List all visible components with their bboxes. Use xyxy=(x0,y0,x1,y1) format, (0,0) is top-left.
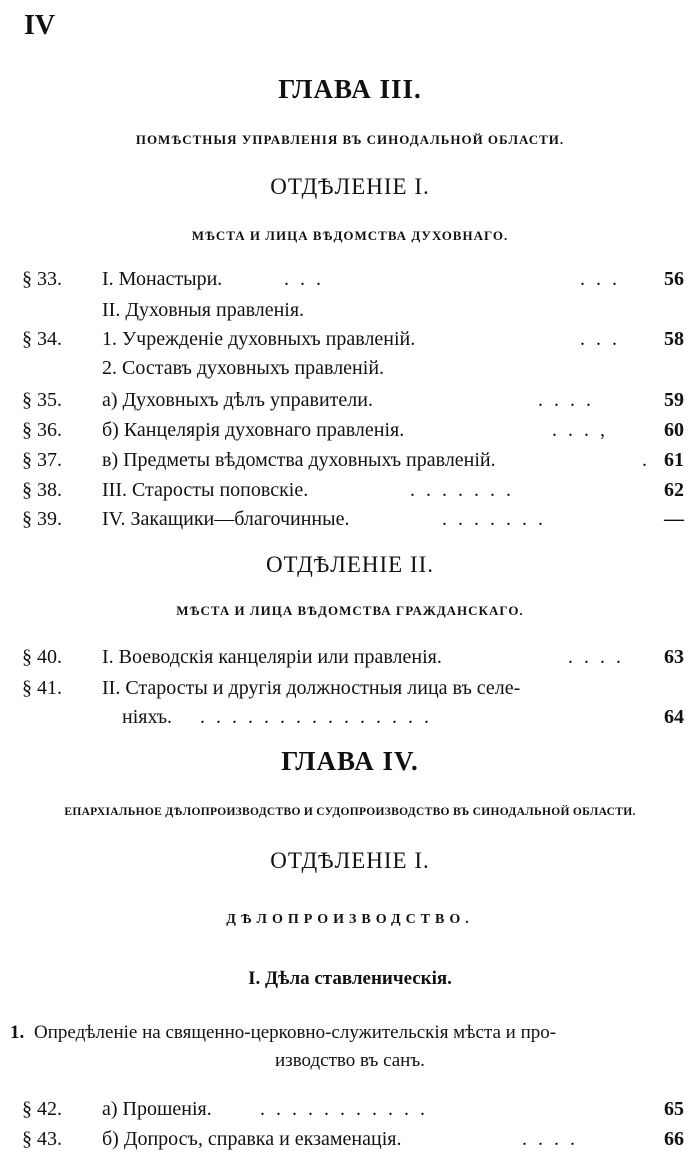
toc-dots: . . . . . . . . . . . . . . . xyxy=(200,706,432,728)
toc-page: 62 xyxy=(664,479,684,501)
toc-dots: . . . . . . . xyxy=(410,479,514,501)
chapter4-title: ГЛАВА IV. xyxy=(281,746,419,776)
toc-text: а) Духовныхъ дѣлъ управители. xyxy=(102,389,373,411)
toc-page: 66 xyxy=(664,1128,684,1150)
toc-entry-33 xyxy=(22,268,684,296)
chapter3-section2-subtitle: МѢСТА И ЛИЦА ВѢДОМСТВА ГРАЖДАНСКАГО. xyxy=(176,603,524,618)
chapter3-section2-title: ОТДѢЛЕНІЕ II. xyxy=(265,552,435,577)
page-number: IV xyxy=(24,10,56,41)
toc-text: IV. Закащики—благочинные. xyxy=(102,508,350,530)
toc-dots: . . . . xyxy=(568,646,624,668)
toc-text: II. Старосты и другія должностныя лица въ селе- xyxy=(102,677,521,699)
chapter4-section1-subtitle: ДѢЛОПРОИЗВОДСТВО. xyxy=(226,912,474,927)
toc-entry-43 xyxy=(22,1128,684,1156)
toc-page: — xyxy=(664,508,684,530)
item-number: 1. xyxy=(10,1022,25,1043)
toc-text: б) Канцелярія духовнаго правленія. xyxy=(102,419,405,441)
toc-entry-33-ii xyxy=(22,299,684,327)
toc-text: а) Прошенія. xyxy=(102,1098,212,1120)
toc-entry-34-2 xyxy=(22,357,684,385)
toc-entry-35 xyxy=(22,389,684,417)
toc-page: 58 xyxy=(664,328,684,350)
toc-dots: . . . . . . . . . . . xyxy=(260,1098,428,1120)
toc-text: б) Допросъ, справка и екзаменація. xyxy=(102,1128,402,1150)
toc-text: II. Духовныя правленія. xyxy=(102,299,305,321)
toc-text: I. Воеводскія канцеляріи или правленія. xyxy=(102,646,442,668)
chapter3-title: ГЛАВА III. xyxy=(278,74,422,104)
toc-text: I. Монастыри. xyxy=(102,268,223,290)
toc-entry-39 xyxy=(22,508,684,536)
chapter3-section1-subtitle: МѢСТА И ЛИЦА ВѢДОМСТВА ДУХОВНАГО. xyxy=(191,228,509,243)
toc-dots: . . . . . . . xyxy=(442,508,546,530)
toc-dots: . . . xyxy=(580,328,620,350)
toc-text: 2. Составъ духовныхъ правленій. xyxy=(102,357,385,379)
toc-paragraph: § 41. xyxy=(22,677,62,699)
toc-text: ніяхъ. xyxy=(122,706,173,728)
toc-page: 63 xyxy=(664,646,684,668)
toc-page: 65 xyxy=(664,1098,684,1120)
toc-entry-41-cont xyxy=(22,706,684,734)
item-title-line2: изводство въ санъ. xyxy=(275,1050,425,1071)
toc-paragraph: § 34. xyxy=(22,328,62,350)
toc-dots: . . . xyxy=(284,268,324,290)
toc-entry-36 xyxy=(22,419,684,447)
toc-entry-41 xyxy=(22,677,684,705)
toc-paragraph: § 33. xyxy=(22,268,62,290)
toc-text: в) Предметы вѣдомства духовныхъ правленій. xyxy=(102,449,496,471)
toc-paragraph: § 36. xyxy=(22,419,62,441)
toc-dots: . . . . xyxy=(522,1128,578,1150)
toc-entry-40 xyxy=(22,646,684,674)
toc-paragraph: § 42. xyxy=(22,1098,62,1120)
toc-dots: . . . , xyxy=(552,419,608,441)
toc-entry-38 xyxy=(22,479,684,507)
toc-dots-2: . . . xyxy=(580,268,620,290)
toc-page: 56 xyxy=(664,268,684,290)
toc-page: 59 xyxy=(664,389,684,411)
toc-dots: . xyxy=(642,449,650,471)
chapter4-subtitle: ЕПАРХІАЛЬНОЕ ДѢЛОПРОИЗВОДСТВО И СУДОПРОИЗВОДСТВО ВЪ СИНОДАЛЬНОЙ ОБЛАСТИ. xyxy=(64,806,636,818)
toc-page: 64 xyxy=(664,706,684,728)
toc-paragraph: § 37. xyxy=(22,449,62,471)
toc-paragraph: § 39. xyxy=(22,508,62,530)
item-title-line1: Опредѣленіе на священно-церковно-служительскія мѣста и про- xyxy=(34,1022,557,1043)
toc-entry-37 xyxy=(22,449,684,477)
chapter3-section1-title: ОТДѢЛЕНІЕ I. xyxy=(270,174,430,199)
toc-paragraph: § 38. xyxy=(22,479,62,501)
toc-paragraph: § 35. xyxy=(22,389,62,411)
toc-entry-42 xyxy=(22,1098,684,1126)
toc-entry-34 xyxy=(22,328,684,356)
chapter4-subhead: I. Дѣла ставленическія. xyxy=(248,968,452,989)
toc-paragraph: § 43. xyxy=(22,1128,62,1150)
toc-dots: . . . . xyxy=(538,389,594,411)
chapter4-section1-title: ОТДѢЛЕНІЕ I. xyxy=(270,848,430,873)
chapter3-subtitle: ПОМѢСТНЫЯ УПРАВЛЕНІЯ ВЪ СИНОДАЛЬНОЙ ОБЛАСТИ. xyxy=(135,132,565,147)
toc-paragraph: § 40. xyxy=(22,646,62,668)
toc-page: 60 xyxy=(664,419,684,441)
toc-text: III. Старосты поповскіе. xyxy=(102,479,309,501)
toc-text: 1. Учрежденіе духовныхъ правленій. xyxy=(102,328,416,350)
toc-page: 61 xyxy=(664,449,684,471)
